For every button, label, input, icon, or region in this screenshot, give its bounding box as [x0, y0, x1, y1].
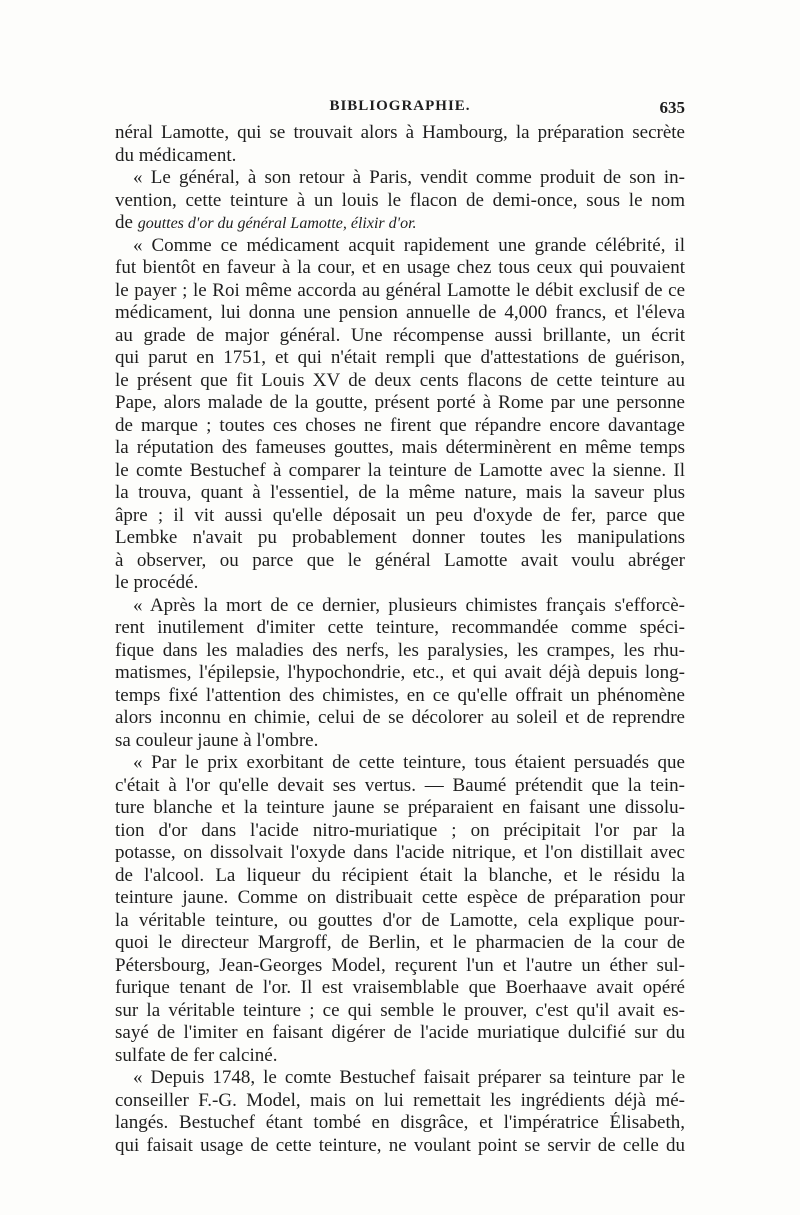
text-line-content: le payer ; le Roi même accorda au général Lamotte le débit exclusif de ce — [115, 279, 685, 301]
text-line-content: matismes, l'épilepsie, l'hypochondrie, etc., et qui avait déjà depuis long- — [115, 662, 685, 683]
text-line-content: médicament, lui donna une pension annuelle de 4,000 francs, et l'éleva — [115, 302, 685, 323]
text-line-content: la réputation des fameuses gouttes, mais déterminèrent en même temps — [115, 437, 685, 458]
text-line-content: qui parut en 1751, et qui n'était rempli que d'attestations de guérison, — [115, 347, 685, 368]
text-line-content: potasse, on dissolvait l'oxyde dans l'acide nitrique, et l'on distillait avec — [115, 842, 685, 863]
text-line — [115, 167, 685, 190]
text-line — [115, 1090, 685, 1113]
text-line — [115, 325, 685, 348]
text-line-content: qui faisait usage de cette teinture, ne voulant point se servir de celle du — [115, 1134, 685, 1156]
text-line-content: alors inconnu en chimie, celui de se décolorer au soleil et de reprendre — [115, 707, 685, 728]
running-head — [115, 98, 685, 120]
text-line-content: le présent que fit Louis XV de deux cents flacons de cette teinture au — [115, 369, 685, 391]
text-line — [115, 257, 685, 280]
text-line-content: teinture jaune. Comme on distribuait cette espèce de préparation pour — [115, 887, 685, 908]
text-line — [115, 932, 685, 955]
text-line — [115, 1045, 685, 1068]
text-line — [115, 212, 685, 235]
text-line-content: tion d'or dans l'acide nitro-muriatique ; on précipitait l'or par la — [115, 819, 685, 841]
text-line — [115, 640, 685, 663]
text-line — [115, 370, 685, 393]
text-line — [115, 707, 685, 730]
text-line-content: « Comme ce médicament acquit rapidement une grande célébrité, il — [133, 234, 685, 256]
text-line — [115, 910, 685, 933]
text-line-content: Pétersbourg, Jean-Georges Model, reçurent l'un et l'autre un éther sul- — [115, 954, 685, 976]
text-line — [115, 302, 685, 325]
text-line — [115, 685, 685, 708]
text-line-content: néral Lamotte, qui se trouvait alors à Hambourg, la préparation secrète — [115, 122, 685, 143]
text-line-content: fique dans les maladies des nerfs, les paralysies, les crampes, les rhu- — [115, 639, 685, 661]
text-line — [115, 415, 685, 438]
text-line-content: à observer, ou parce que le général Lamotte avait voulu abréger — [115, 549, 685, 571]
text-line-content: la trouva, quant à l'essentiel, de la même nature, mais la saveur plus — [115, 482, 685, 503]
text-line — [115, 887, 685, 910]
text-line-content: ture blanche et la teinture jaune se préparaient en faisant une dissolu- — [115, 797, 685, 818]
body-text — [115, 122, 685, 1157]
text-line-content: sayé de l'imiter en faisant digérer de l'acide muriatique dulcifié sur du — [115, 1022, 685, 1043]
text-line-content: la véritable teinture, ou gouttes d'or de Lamotte, cela explique pour- — [115, 909, 685, 931]
text-line — [115, 1000, 685, 1023]
text-line — [115, 797, 685, 820]
text-line-content: de — [115, 212, 138, 233]
text-line — [115, 527, 685, 550]
text-line-content: sulfate de fer calciné. — [115, 1044, 278, 1066]
italic-phrase: gouttes d'or du général Lamotte, élixir d'or. — [137, 215, 417, 232]
text-line-content: de marque ; toutes ces choses ne firent que répandre encore davantage — [115, 414, 685, 436]
text-line — [115, 1135, 685, 1158]
text-line — [115, 235, 685, 258]
text-line-content: le procédé. — [115, 572, 199, 593]
text-line-content: c'était à l'or qu'elle devait ses vertus. — Baumé prétendit que la tein- — [115, 774, 685, 796]
text-line-content: « Par le prix exorbitant de cette teinture, tous étaient persuadés que — [133, 752, 685, 773]
text-line — [115, 550, 685, 573]
text-line — [115, 752, 685, 775]
text-line — [115, 460, 685, 483]
text-line — [115, 145, 685, 168]
text-line — [115, 977, 685, 1000]
text-line — [115, 572, 685, 595]
text-line — [115, 730, 685, 753]
text-line — [115, 122, 685, 145]
text-line-content: sa couleur jaune à l'ombre. — [115, 729, 319, 751]
text-line — [115, 1112, 685, 1135]
text-line — [115, 392, 685, 415]
text-line — [115, 955, 685, 978]
text-line — [115, 1067, 685, 1090]
text-line — [115, 190, 685, 213]
text-line — [115, 820, 685, 843]
text-line-content: fut bientôt en faveur à la cour, et en usage chez tous ceux qui pouvaient — [115, 257, 685, 278]
text-line — [115, 482, 685, 505]
text-line — [115, 775, 685, 798]
text-line-content: furique tenant de l'or. Il est vraisemblable que Boerhaave avait opéré — [115, 977, 685, 998]
text-line-content: rent inutilement d'imiter cette teinture, recommandée comme spéci- — [115, 617, 685, 638]
text-line-content: de l'alcool. La liqueur du récipient était la blanche, et le résidu la — [115, 864, 685, 886]
text-line — [115, 662, 685, 685]
text-line-content: quoi le directeur Margroff, de Berlin, et le pharmacien de la cour de — [115, 932, 685, 953]
text-line-content: du médicament. — [115, 144, 237, 166]
text-line — [115, 865, 685, 888]
page-number: 635 — [659, 98, 685, 117]
text-line-content: sur la véritable teinture ; ce qui semble le prouver, c'est qu'il avait es- — [115, 999, 685, 1021]
text-line — [115, 505, 685, 528]
text-line — [115, 347, 685, 370]
text-line-content: temps fixé l'attention des chimistes, en ce qu'elle offrait un phénomène — [115, 684, 685, 706]
running-head-title: BIBLIOGRAPHIE. — [329, 98, 471, 114]
text-line-content: conseiller F.-G. Model, mais on lui remettait les ingrédients déjà mé- — [115, 1089, 685, 1111]
text-line-content: Lembke n'avait pu probablement donner toutes les manipulations — [115, 527, 685, 548]
text-line-content: au grade de major général. Une récompense aussi brillante, un écrit — [115, 324, 685, 346]
text-line-content: langés. Bestuchef étant tombé en disgrâce, et l'impératrice Élisabeth, — [115, 1112, 685, 1133]
text-line-content: « Après la mort de ce dernier, plusieurs chimistes français s'efforcè- — [133, 594, 685, 616]
text-line-content: « Le général, à son retour à Paris, vendit comme produit de son in- — [133, 167, 685, 188]
text-line — [115, 437, 685, 460]
text-line-content: âpre ; il vit aussi qu'elle déposait un peu d'oxyde de fer, parce que — [115, 504, 685, 526]
text-line — [115, 1022, 685, 1045]
text-line — [115, 595, 685, 618]
text-line — [115, 617, 685, 640]
text-line-content: Pape, alors malade de la goutte, présent porté à Rome par une personne — [115, 392, 685, 413]
text-line — [115, 280, 685, 303]
text-line-content: le comte Bestuchef à comparer la teinture de Lamotte avec la sienne. Il — [115, 459, 685, 481]
text-line — [115, 842, 685, 865]
text-line-content: vention, cette teinture à un louis le flacon de demi-once, sous le nom — [115, 189, 685, 211]
text-line-content: « Depuis 1748, le comte Bestuchef faisait préparer sa teinture par le — [133, 1067, 685, 1088]
